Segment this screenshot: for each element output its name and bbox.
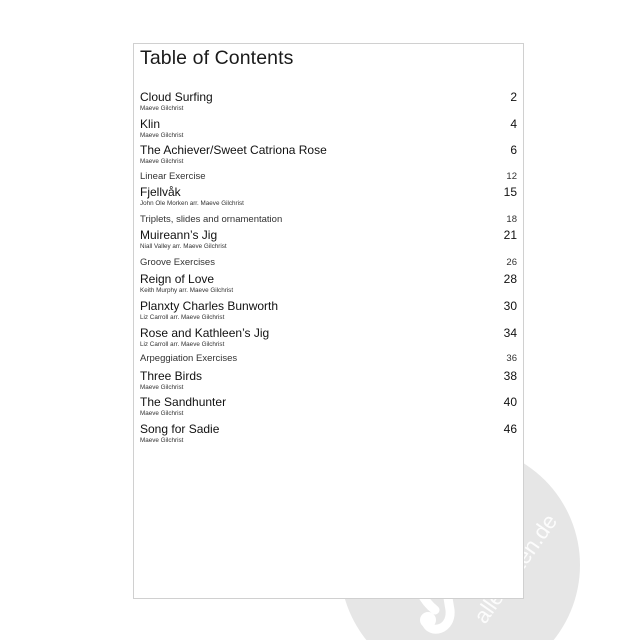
toc-entry-credit: Niall Valley arr. Maeve Gilchrist — [140, 243, 227, 250]
toc-entry-credit: Keith Murphy arr. Maeve Gilchrist — [140, 287, 234, 294]
toc-entry-title: The Achiever/Sweet Catriona Rose — [140, 143, 327, 157]
toc-entry-title: Groove Exercises — [140, 257, 215, 268]
toc-entry-page: 26 — [506, 257, 517, 268]
toc-entry-title: The Sandhunter — [140, 395, 227, 409]
toc-entry-page: 6 — [510, 143, 517, 157]
toc-entry-page: 36 — [506, 353, 517, 364]
toc-entry-page: 18 — [506, 214, 517, 225]
toc-entry-title: Triplets, slides and ornamentation — [140, 214, 283, 225]
toc-entry-credit: Liz Carroll arr. Maeve Gilchrist — [140, 341, 225, 348]
toc-entry-title: Fjellvåk — [140, 185, 181, 199]
toc-entry-page: 21 — [503, 228, 517, 242]
toc-entry-title: Rose and Kathleen’s Jig — [140, 326, 270, 340]
toc-entry-page: 15 — [503, 185, 517, 199]
toc-entry-page: 2 — [510, 90, 517, 104]
toc-entry-page: 46 — [503, 422, 517, 436]
page-title: Table of Contents — [140, 47, 294, 69]
toc-entry-title: Song for Sadie — [140, 422, 220, 436]
toc-entry-page: 12 — [506, 171, 517, 182]
toc-entry-title: Planxty Charles Bunworth — [140, 299, 279, 313]
toc-entry-page: 4 — [510, 117, 517, 131]
toc-entry-credit: Maeve Gilchrist — [140, 437, 184, 444]
toc-entry-page: 40 — [503, 395, 517, 409]
toc-entry-page: 34 — [503, 326, 517, 340]
toc-entry-page: 30 — [503, 299, 517, 313]
toc-entry-title: Klin — [140, 117, 161, 131]
toc-entry-credit: Maeve Gilchrist — [140, 158, 184, 165]
toc-entry-credit: Maeve Gilchrist — [140, 384, 184, 391]
toc-entry-credit: Maeve Gilchrist — [140, 105, 184, 112]
toc-entry-credit: Liz Carroll arr. Maeve Gilchrist — [140, 314, 225, 321]
toc-entry-credit: John Ole Morken arr. Maeve Gilchrist — [140, 200, 244, 207]
toc-entry-title: Linear Exercise — [140, 171, 206, 182]
toc-page — [133, 43, 524, 599]
toc-entry-title: Reign of Love — [140, 272, 215, 286]
toc-entry-title: Muireann’s Jig — [140, 228, 218, 242]
toc-entry-credit: Maeve Gilchrist — [140, 410, 184, 417]
toc-entry-credit: Maeve Gilchrist — [140, 132, 184, 139]
toc-entry-title: Three Birds — [140, 369, 203, 383]
toc-entry-title: Arpeggiation Exercises — [140, 353, 238, 364]
toc-entry-page: 28 — [503, 272, 517, 286]
toc-entry-page: 38 — [503, 369, 517, 383]
toc-entry-title: Cloud Surfing — [140, 90, 213, 104]
